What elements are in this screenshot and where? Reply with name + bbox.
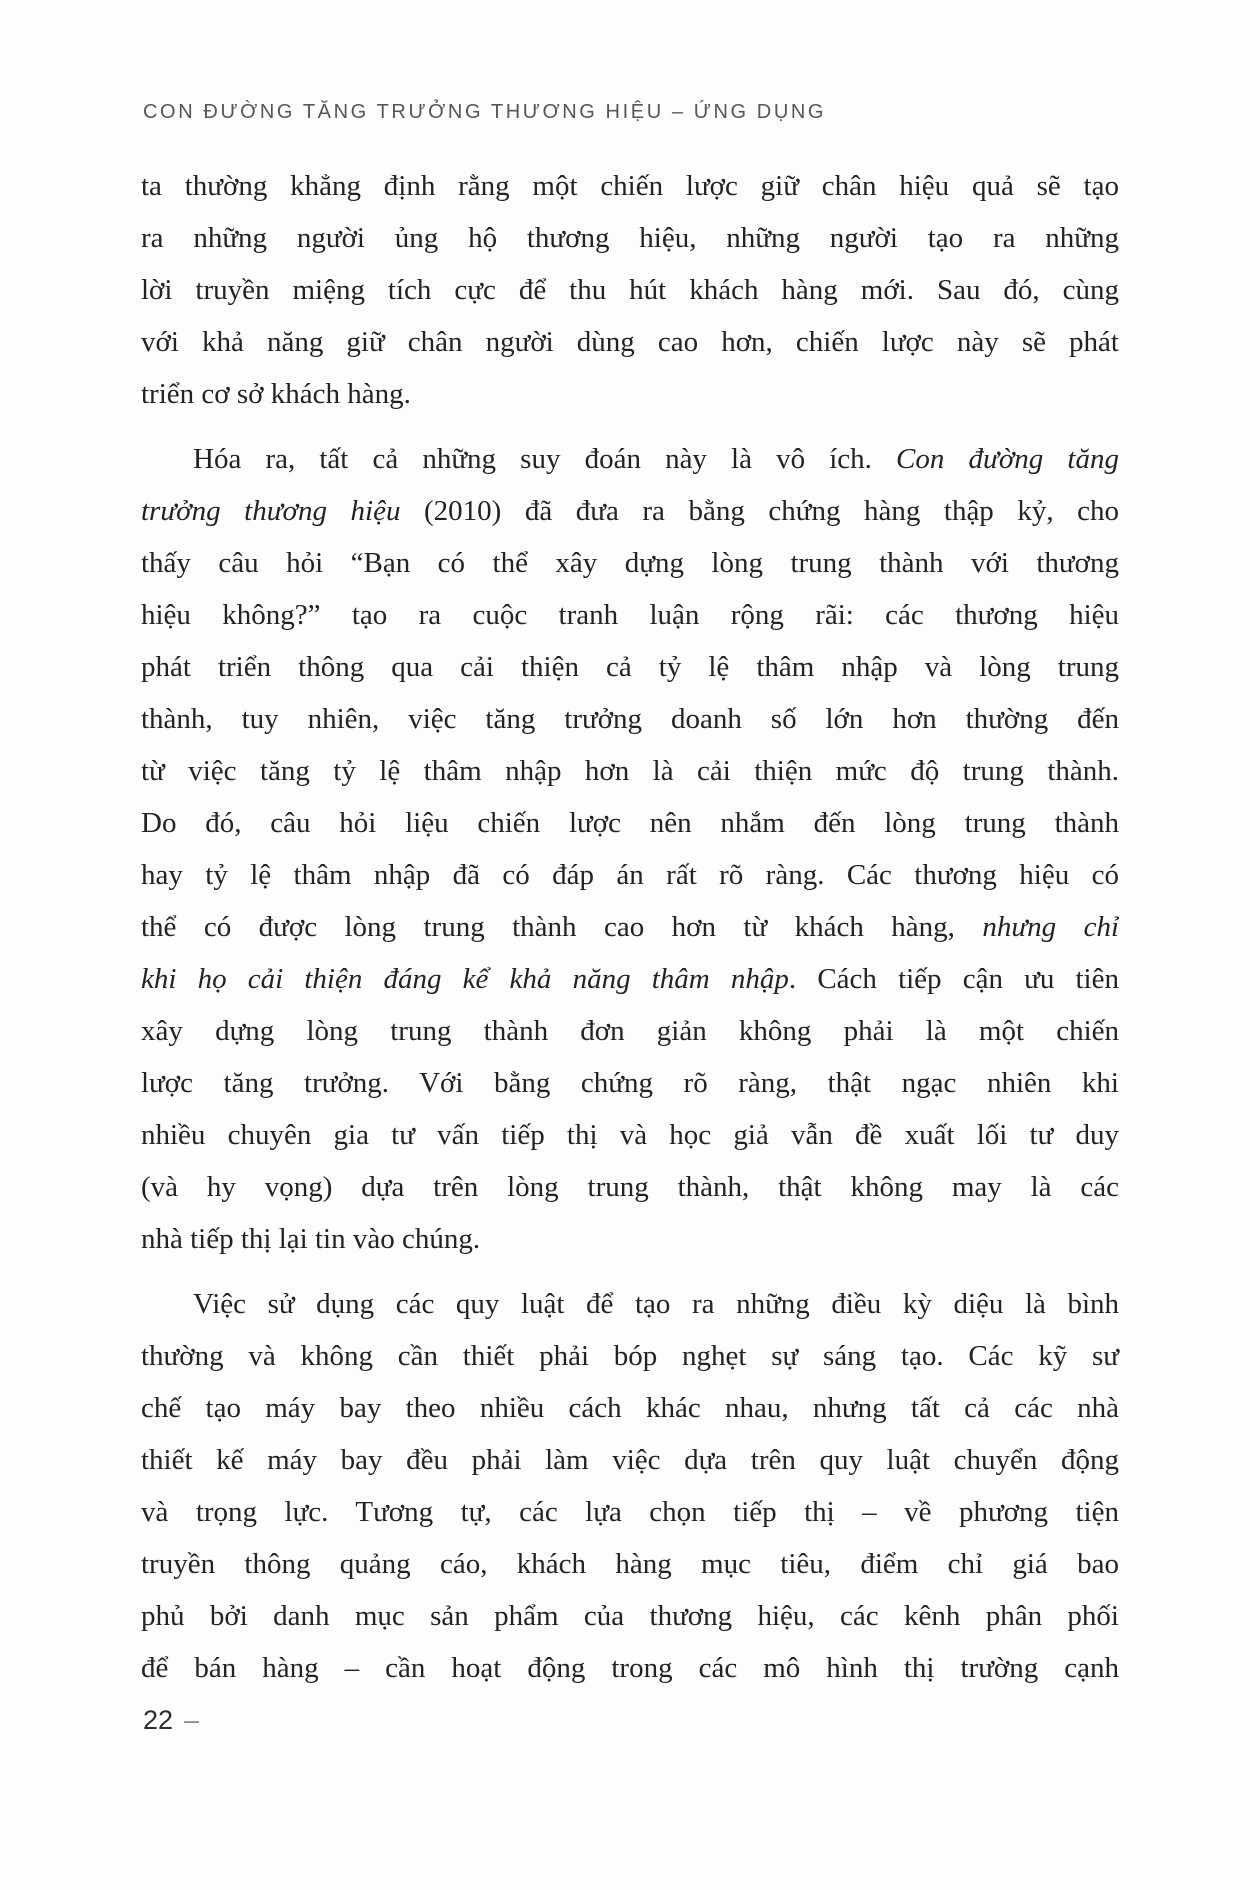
text-segment: nhiều chuyên gia tư vấn tiếp thị và học giả vẫn đề xuất lối tư duy: [141, 1119, 1119, 1151]
text-line: [141, 901, 1119, 953]
text-segment: thường và không cần thiết phải bóp nghẹt sự sáng tạo. Các kỹ sư: [141, 1340, 1119, 1372]
text-segment: Hóa ra, tất cả những suy đoán này là vô ích.: [193, 443, 897, 475]
italic-text-segment: trưởng thương hiệu: [141, 495, 401, 527]
text-line: [141, 212, 1119, 264]
text-segment: ta thường khẳng định rằng một chiến lược giữ chân hiệu quả sẽ tạo: [141, 170, 1119, 202]
text-segment: lược tăng trưởng. Với bằng chứng rõ ràng, thật ngạc nhiên khi: [141, 1067, 1119, 1099]
text-block: [141, 160, 1119, 1694]
paragraph: [141, 433, 1119, 1265]
text-segment: (2010) đã đưa ra bằng chứng hàng thập kỷ, cho: [400, 495, 1119, 527]
text-line: [141, 1434, 1119, 1486]
text-line: [141, 589, 1119, 641]
page-number: 22: [143, 1705, 174, 1735]
text-line: [141, 1161, 1119, 1213]
text-segment: xây dựng lòng trung thành đơn giản không phải là một chiến: [141, 1015, 1119, 1047]
text-segment: thể có được lòng trung thành cao hơn từ khách hàng,: [141, 911, 983, 943]
text-line: [141, 1486, 1119, 1538]
text-line: [141, 1109, 1119, 1161]
text-segment: để bán hàng – cần hoạt động trong các mô hình thị trường cạnh: [141, 1652, 1119, 1684]
paragraph: [141, 160, 1119, 420]
text-line: [141, 368, 1119, 420]
text-line: [141, 1538, 1119, 1590]
text-segment: thành, tuy nhiên, việc tăng trưởng doanh số lớn hơn thường đến: [141, 703, 1119, 735]
text-line: [141, 264, 1119, 316]
italic-text-segment: nhưng chỉ: [982, 911, 1119, 943]
italic-text-segment: Con đường tăng: [896, 443, 1119, 475]
text-segment: từ việc tăng tỷ lệ thâm nhập hơn là cải thiện mức độ trung thành.: [141, 755, 1119, 787]
paragraph: [141, 1278, 1119, 1694]
text-segment: Việc sử dụng các quy luật để tạo ra những điều kỳ diệu là bình: [193, 1288, 1119, 1320]
text-line: [141, 641, 1119, 693]
text-line: [141, 537, 1119, 589]
text-segment: phát triển thông qua cải thiện cả tỷ lệ thâm nhập và lòng trung: [141, 651, 1119, 683]
text-line: [141, 1590, 1119, 1642]
text-line: [141, 1330, 1119, 1382]
text-line: [141, 745, 1119, 797]
text-line: [141, 1213, 1119, 1265]
text-segment: ra những người ủng hộ thương hiệu, những người tạo ra những: [141, 222, 1119, 254]
text-line: [141, 849, 1119, 901]
text-line: [141, 1278, 1119, 1330]
text-segment: hay tỷ lệ thâm nhập đã có đáp án rất rõ ràng. Các thương hiệu có: [141, 859, 1119, 891]
text-line: [141, 316, 1119, 368]
text-segment: hiệu không?” tạo ra cuộc tranh luận rộng rãi: các thương hiệu: [141, 599, 1119, 631]
text-segment: thấy câu hỏi “Bạn có thể xây dựng lòng trung thành với thương: [141, 547, 1119, 579]
text-line: [141, 797, 1119, 849]
text-segment: chế tạo máy bay theo nhiều cách khác nhau, nhưng tất cả các nhà: [141, 1392, 1119, 1424]
text-line: [141, 160, 1119, 212]
text-segment: (và hy vọng) dựa trên lòng trung thành, thật không may là các: [141, 1171, 1119, 1203]
text-line: [141, 1642, 1119, 1694]
text-segment: Do đó, câu hỏi liệu chiến lược nên nhắm đến lòng trung thành: [141, 807, 1119, 839]
text-line: [141, 1382, 1119, 1434]
text-line: [141, 485, 1119, 537]
page-header: CON ĐƯỜNG TĂNG TRƯỞNG THƯƠNG HIỆU – ỨNG DỤNG: [143, 101, 827, 123]
text-segment: với khả năng giữ chân người dùng cao hơn, chiến lược này sẽ phát: [141, 326, 1119, 358]
text-line: [141, 953, 1119, 1005]
text-line: [141, 693, 1119, 745]
text-segment: thiết kế máy bay đều phải làm việc dựa trên quy luật chuyển động: [141, 1444, 1119, 1476]
text-line: [141, 1057, 1119, 1109]
text-segment: phủ bởi danh mục sản phẩm của thương hiệu, các kênh phân phối: [141, 1600, 1119, 1632]
text-line: [141, 433, 1119, 485]
text-segment: truyền thông quảng cáo, khách hàng mục tiêu, điểm chỉ giá bao: [141, 1548, 1119, 1580]
italic-text-segment: khi họ cải thiện đáng kể khả năng thâm nhập: [141, 963, 789, 995]
page-footer: [143, 1705, 199, 1736]
text-segment: nhà tiếp thị lại tin vào chúng.: [141, 1223, 481, 1255]
text-segment: triển cơ sở khách hàng.: [141, 378, 411, 410]
text-segment: . Cách tiếp cận ưu tiên: [788, 963, 1119, 995]
page-number-dash: –: [184, 1705, 200, 1735]
text-line: [141, 1005, 1119, 1057]
text-segment: và trọng lực. Tương tự, các lựa chọn tiếp thị – về phương tiện: [141, 1496, 1119, 1528]
text-segment: lời truyền miệng tích cực để thu hút khách hàng mới. Sau đó, cùng: [141, 274, 1119, 306]
